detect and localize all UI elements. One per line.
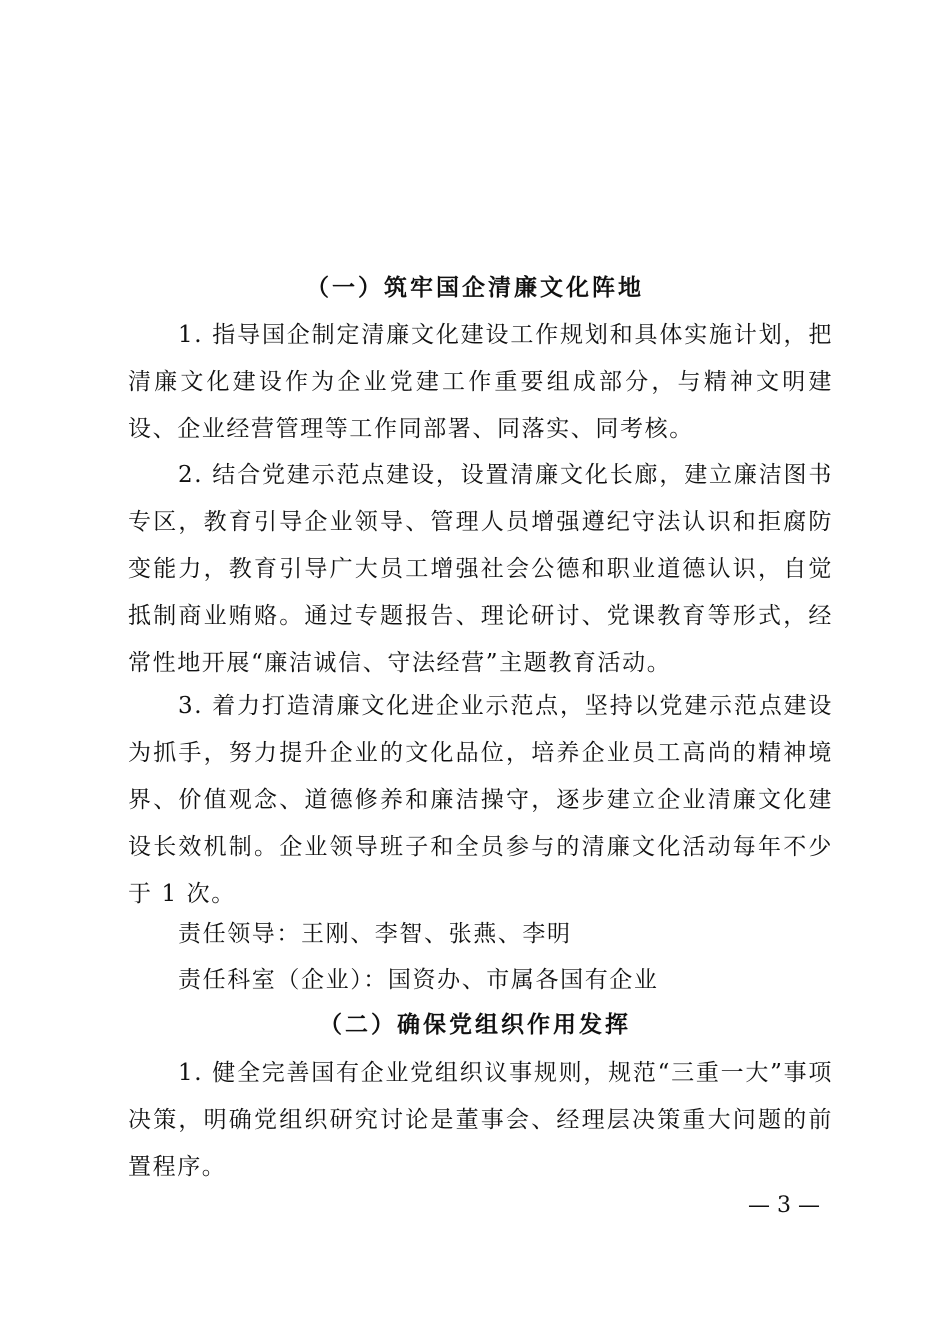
paragraph-1-1: 1. 指导国企制定清廉文化建设工作规划和具体实施计划，把清廉文化建设作为企业党建工作重要组成部分，与精神文明建设、企业经营管理等工作同部署、同落实、同考核。 [128,322,833,442]
responsible-leaders: 责任领导：王刚、李智、张燕、李明 [178,921,572,947]
paragraph-2-1: 1. 健全完善国有企业党组织议事规则，规范“三重一大”事项决策，明确党组织研究讨论是董事会、经理层决策重大问题的前置程序。 [128,1060,833,1180]
responsible-units: 责任科室（企业）：国资办、市属各国有企业 [178,967,659,993]
paragraph-1-3: 3. 着力打造清廉文化进企业示范点，坚持以党建示范点建设为抓手，努力提升企业的文化品位，培养企业员工高尚的精神境界、价值观念、道德修养和廉洁操守，逐步建立企业清廉文化建设长效机制。企业领导班子和全员参与的清廉文化活动每年不少于 1 次。 [128,693,833,907]
paragraph-1-2: 2. 结合党建示范点建设，设置清廉文化长廊，建立廉洁图书专区，教育引导企业领导、管理人员增强遵纪守法认识和拒腐防变能力，教育引导广大员工增强社会公德和职业道德认识，自觉抵制商业贿赂。通过专题报告、理论研讨、党课教育等形式，经常性地开展“廉洁诚信、守法经营”主题教育活动。 [128,462,833,676]
section-heading-2: （二）确保党组织作用发挥 [319,1011,631,1038]
page-number: — 3 — [748,1193,820,1218]
section-heading-1: （一）筑牢国企清廉文化阵地 [306,274,644,301]
